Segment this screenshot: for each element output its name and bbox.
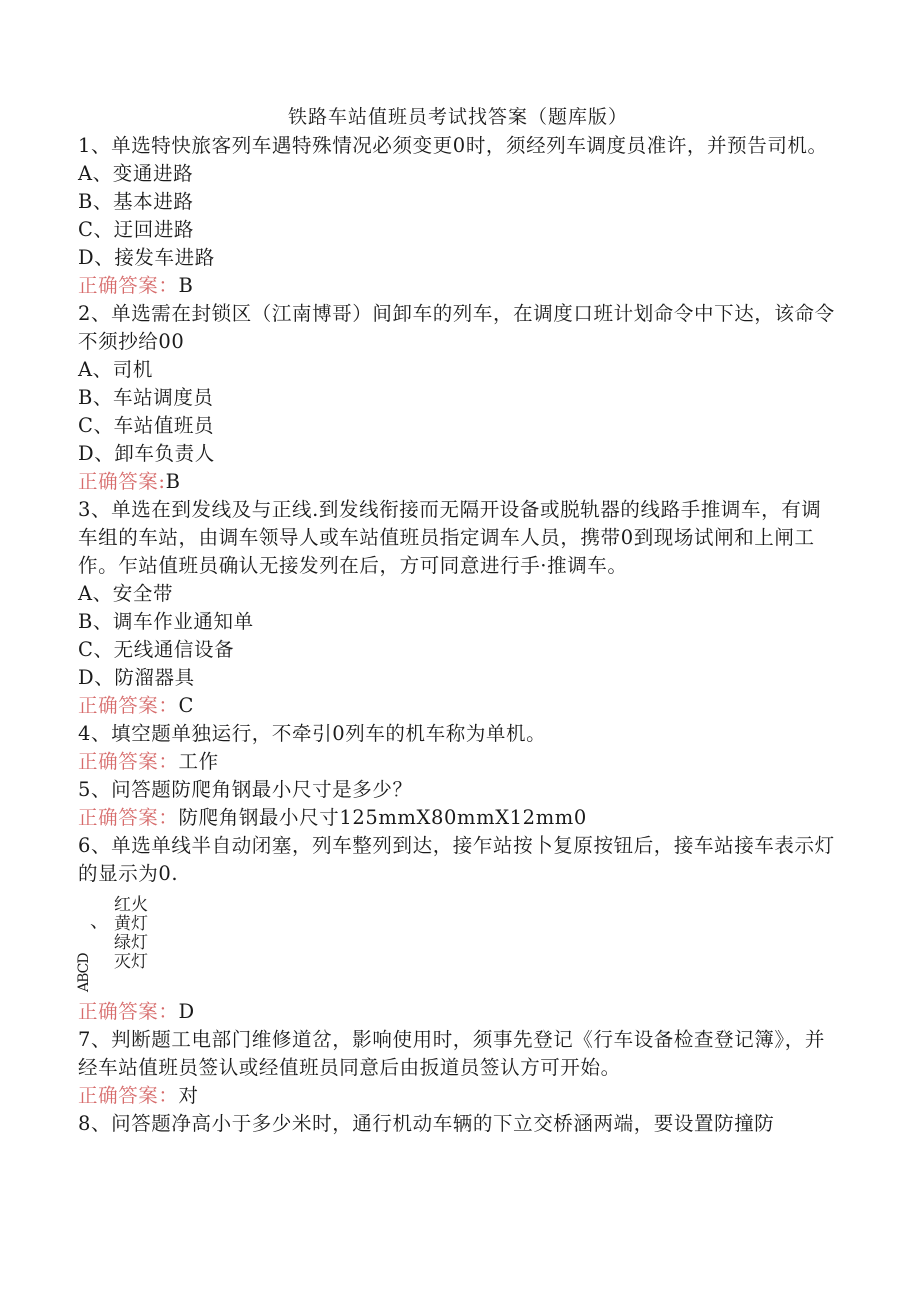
question-8-text: 8、问答题净高小于多少米时，通行机动车辆的下立交桥涵两端，要设置防撞防: [78, 1112, 775, 1135]
question-6-option-b: 黄灯: [114, 914, 148, 934]
answer-value: 对: [178, 1084, 199, 1107]
question-6-option-a: 红火: [114, 895, 148, 915]
question-1-option-c: C、迂回进路: [78, 218, 195, 241]
answer-value: 工作: [178, 750, 219, 773]
question-1-text: 1、单选特快旅客列车遇特殊情况必须变更0时，须经列车调度员准许，并预告司机。: [78, 134, 828, 157]
answer-label: 正确答案：: [78, 750, 179, 773]
question-7-text: 7、判断题工电部门维修道岔，影响使用时，须事先登记《行车设备检查登记簿》，并经车站值班员签认或经值班员同意后由扳道员签认方可开始。: [78, 1028, 825, 1079]
question-6-option-list: [114, 896, 148, 972]
question-1-option-b: B、基本进路: [78, 190, 194, 213]
answer-value: 防爬角钢最小尺寸125mmX80mmX12mm0: [178, 806, 587, 829]
question-6-separator: 、: [90, 910, 110, 932]
question-6-option-d: 灭灯: [114, 952, 148, 972]
answer-label: 正确答案:: [78, 470, 166, 493]
answer-value: D: [178, 1000, 195, 1023]
question-2-answer: [78, 468, 838, 496]
answer-label: 正确答案：: [78, 694, 179, 717]
question-2-option-c: C、车站值班员: [78, 414, 215, 437]
question-1-option-a: A、变通进路: [78, 162, 194, 185]
question-5-text: 5、问答题防爬角钢最小尺寸是多少？: [78, 778, 413, 801]
question-2-text: 2、单选需在封锁区（江南博哥）间卸车的列车，在调度口班计划命令中下达，该命令不须抄给00: [78, 302, 835, 353]
question-6-text: 6、单选单线半自动闭塞，列车整列到达，接乍站按卜复原按钮后，接车站接车表示灯的显示为0.: [78, 834, 835, 885]
question-3-text: 3、单选在到发线及与正线.到发线衔接而无隔开设备或脱轨器的线路手推调车，有调车组的车站，由调车领导人或车站值班员指定调车人员，携带0到现场试闸和上闸工作。乍站值班员确认无接发列在后，方可同意进行手·推调车。: [78, 498, 822, 577]
answer-value: B: [178, 274, 194, 297]
question-2-option-b: B、车站调度员: [78, 386, 214, 409]
document-page: [78, 104, 838, 1138]
answer-value: C: [178, 694, 195, 717]
answer-label: 正确答案：: [78, 1000, 179, 1023]
document-title: 铁路车站值班员考试找答案（题库版）: [287, 106, 628, 128]
question-3-option-a: A、安全带: [78, 582, 174, 605]
question-3-answer: [78, 692, 838, 720]
question-3-option-b: B、调车作业通知单: [78, 610, 254, 633]
question-3-option-d: D、防溜器具: [78, 666, 195, 689]
answer-label: 正确答案：: [78, 806, 179, 829]
question-1-option-d: D、接发车进路: [78, 246, 215, 269]
answer-label: 正确答案：: [78, 1084, 179, 1107]
question-6-option-c: 绿灯: [114, 933, 148, 953]
question-7-answer: [78, 1082, 838, 1110]
question-3-option-c: C、无线通信设备: [78, 638, 235, 661]
question-2-option-a: A、司机: [78, 358, 153, 381]
question-6-options: [76, 895, 838, 998]
answer-value: B: [165, 470, 181, 493]
question-6-answer: [78, 998, 838, 1026]
question-5-answer: [78, 804, 838, 832]
question-6-rotated-letters: ABCD: [76, 953, 92, 992]
answer-label: 正确答案：: [78, 274, 179, 297]
question-4-answer: [78, 748, 838, 776]
question-2-option-d: D、卸车负责人: [78, 442, 215, 465]
question-1-answer: [78, 272, 838, 300]
question-4-text: 4、填空题单独运行，不牵引0列车的机车称为单机。: [78, 722, 547, 745]
